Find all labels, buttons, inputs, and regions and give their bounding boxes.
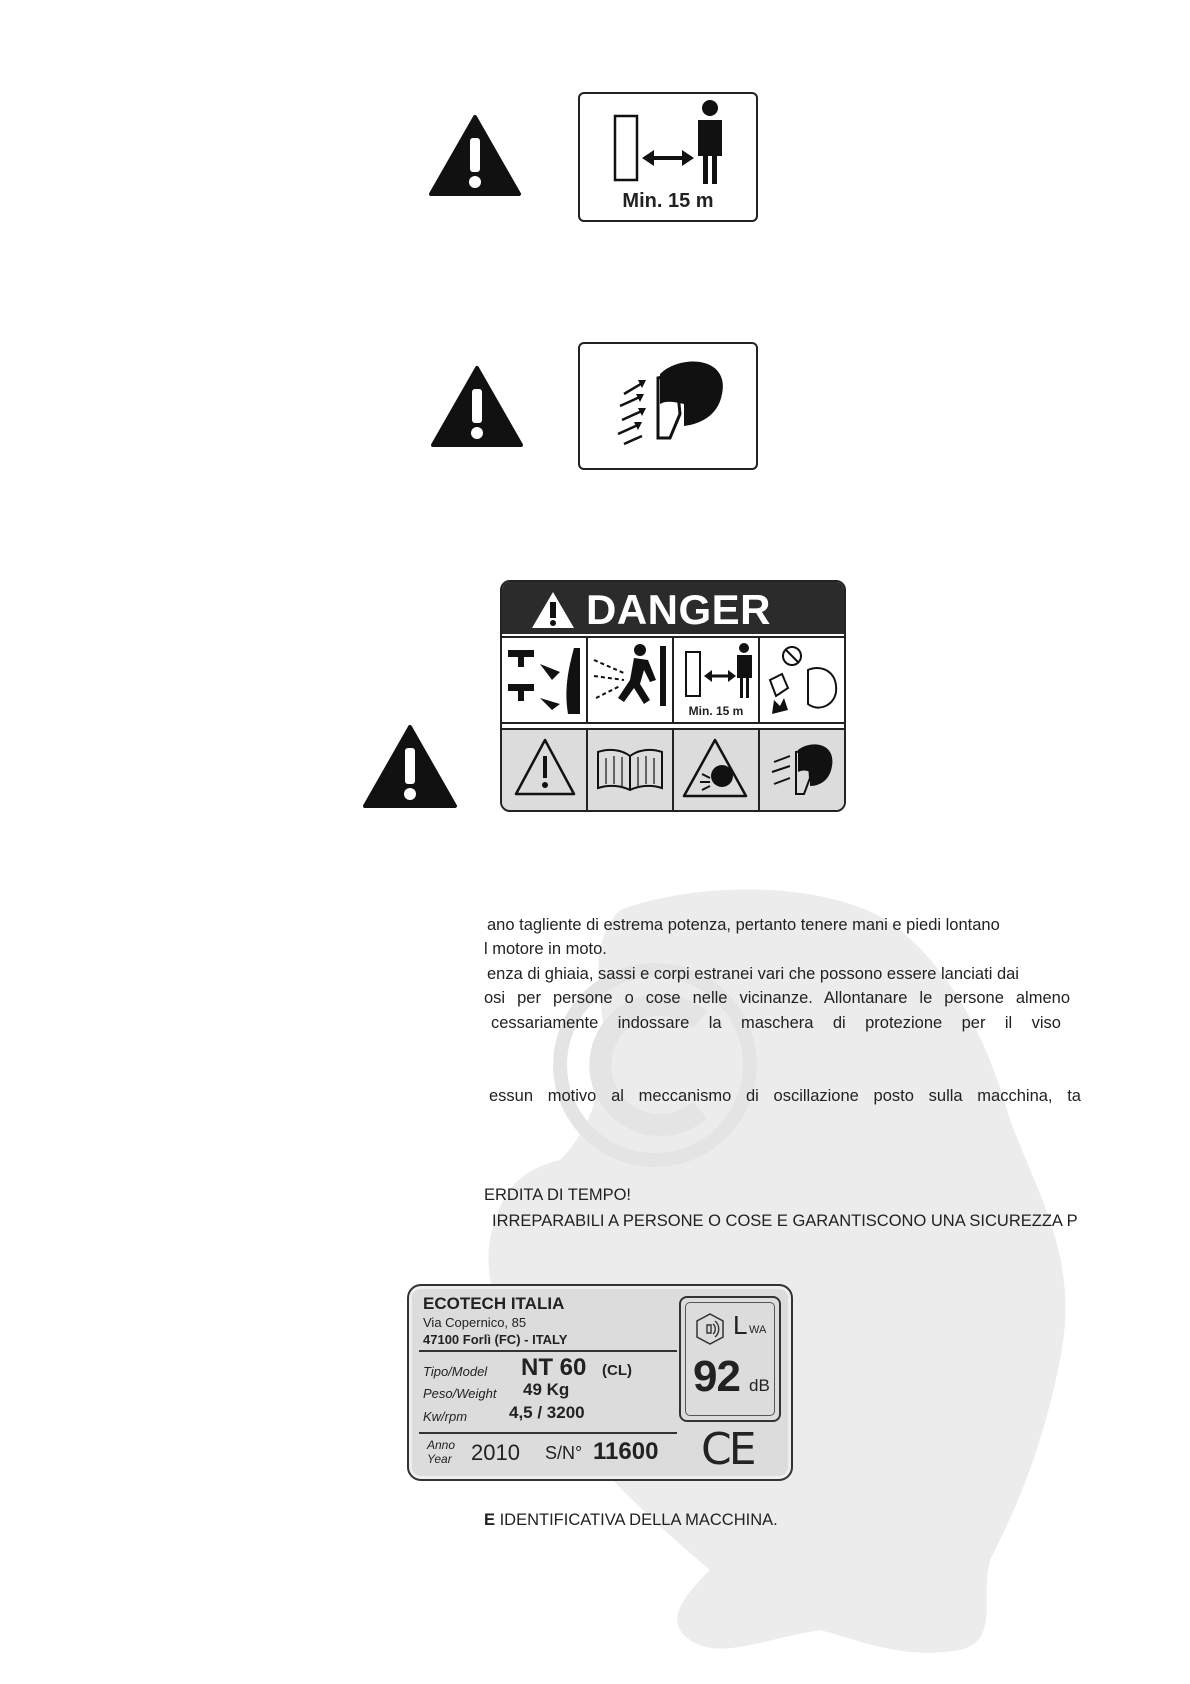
read-manual-icon: [594, 744, 666, 794]
sound-power-icon: [693, 1312, 727, 1346]
plate-caption-rest: IDENTIFICATIVA DELLA MACCHINA.: [495, 1511, 778, 1529]
danger-label: [500, 580, 846, 812]
warning-triangle-icon: [428, 114, 522, 198]
plate-model-label: Tipo/Model: [423, 1364, 488, 1379]
distance-pictogram-icon: [676, 640, 756, 708]
plate-address-2: 47100 Forlì (FC) - ITALY: [423, 1332, 568, 1347]
body-line-7: ERDITA DI TEMPO!: [484, 1186, 631, 1204]
rotating-blade-icon: [504, 640, 584, 720]
danger-bottom-row: [502, 728, 844, 810]
lwa-sub: WA: [749, 1324, 767, 1336]
caution-icon: [512, 736, 578, 800]
danger-top-row: [502, 636, 844, 724]
thrown-objects-icon: [590, 640, 670, 720]
plate-address-1: Via Copernico, 85: [423, 1315, 527, 1330]
plate-serial-label: S/N°: [545, 1443, 583, 1463]
plate-caption-bold: E: [484, 1511, 496, 1529]
plate-year-label-1: Anno: [427, 1438, 456, 1452]
face-shield-icon: [764, 738, 840, 802]
noise-unit: dB: [749, 1376, 770, 1395]
plate-weight-label: Peso/Weight: [423, 1386, 497, 1401]
warning-triangle-icon: [430, 365, 524, 449]
plate-model-value: NT 60: [521, 1354, 587, 1381]
face-shield-icon: [580, 344, 756, 468]
identification-plate: [407, 1284, 793, 1481]
plate-weight-value: 49 Kg: [523, 1380, 570, 1399]
lwa-label: L: [733, 1310, 748, 1340]
plate-power-value: 4,5 / 3200: [509, 1403, 585, 1422]
warning-triangle-icon: [530, 590, 576, 630]
body-line-2: l motore in moto.: [484, 940, 607, 958]
body-line-6: essun motivo al meccanismo di oscillazione posto sulla macchina, ta: [489, 1087, 1081, 1105]
plate-serial-value: 11600: [593, 1438, 659, 1465]
ce-mark: CE: [701, 1424, 754, 1475]
warning-triangle-icon: [362, 724, 458, 810]
plate-year-label-2: Year: [427, 1452, 452, 1466]
face-shield-sign: [578, 342, 758, 470]
body-line-3: enza di ghiaia, sassi e corpi estranei vari che possono essere lanciati dai: [487, 965, 1019, 983]
body-line-8: IRREPARABILI A PERSONE O COSE E GARANTISCONO UNA SICUREZZA P: [492, 1212, 1078, 1230]
plate-power-label: Kw/rpm: [423, 1409, 468, 1424]
body-line-1: ano tagliente di estrema potenza, pertanto tenere mani e piedi lontano: [487, 916, 1000, 934]
body-line-4: osi per persone o cose nelle vicinanze. Allontanare le persone almeno: [484, 989, 1070, 1007]
body-line-5: cessariamente indossare la maschera di protezione per il viso: [491, 1014, 1061, 1032]
noise-value: 92: [693, 1352, 740, 1401]
danger-title: DANGER: [586, 586, 772, 633]
danger-header: [502, 582, 844, 634]
plate-year-value: 2010: [471, 1440, 520, 1465]
distance-sign: [578, 92, 758, 222]
plate-caption: [484, 1508, 778, 1532]
plate-company: ECOTECH ITALIA: [423, 1294, 565, 1313]
no-smoking-refuel-icon: [762, 640, 842, 720]
plate-model-suffix: (CL): [602, 1362, 632, 1379]
noise-level-box: [679, 1296, 781, 1422]
ear-protection-icon: [680, 736, 750, 802]
danger-distance-caption: Min. 15 m: [688, 704, 744, 718]
distance-caption: Min. 15 m: [622, 190, 714, 212]
